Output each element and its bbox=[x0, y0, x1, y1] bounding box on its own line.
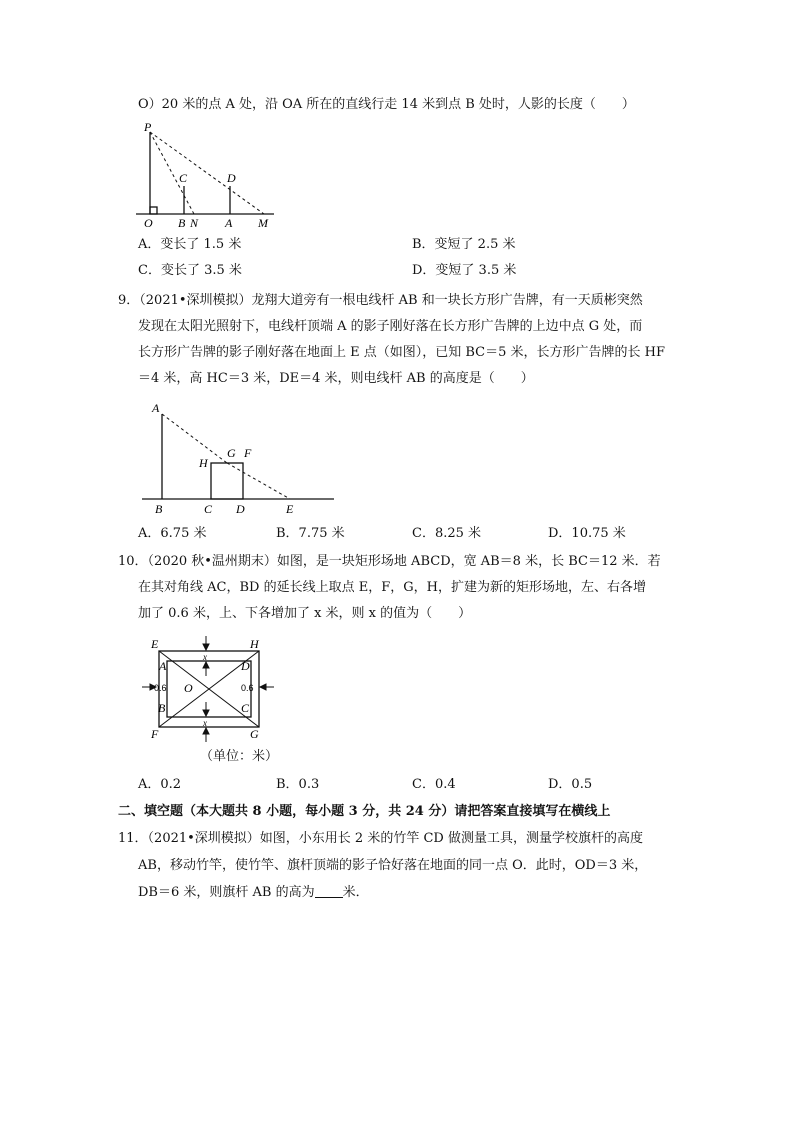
q11-text-line1: 11．（2021•深圳模拟）如图，小东用长 2 米的竹竿 CD 做测量工具，测量学校旗杆的高度 bbox=[118, 831, 643, 846]
q10-option-d: D．0.5 bbox=[548, 777, 593, 792]
q8-label-m: M bbox=[258, 216, 268, 230]
q10-unit-caption: （单位：米） bbox=[200, 749, 279, 764]
section-2-heading: 二、填空题（本大题共 8 小题，每小题 3 分，共 24 分）请把答案直接填写在横线上 bbox=[118, 804, 611, 819]
q10-label-a: A bbox=[159, 659, 167, 673]
q9-label-e: E bbox=[286, 502, 294, 516]
q10-label-b: B bbox=[158, 701, 166, 715]
q10-text-line3: 加了 0.6 米，上、下各增加了 x 米，则 x 的值为（ ） bbox=[138, 606, 472, 621]
q8-option-a: A．变长了 1.5 米 bbox=[138, 237, 242, 252]
q9-option-a: A．6.75 米 bbox=[138, 526, 207, 541]
q10-option-a: A．0.2 bbox=[138, 777, 182, 792]
q9-option-c: C．8.25 米 bbox=[412, 526, 482, 541]
q9-label-f: F bbox=[244, 446, 252, 460]
q8-text-line1: O）20 米的点 A 处，沿 OA 所在的直线行走 14 米到点 B 处时，人影的长度（ ） bbox=[138, 97, 635, 112]
q9-figure bbox=[140, 398, 340, 518]
q10-option-c: C．0.4 bbox=[412, 777, 456, 792]
q10-label-06-right: 0.6 bbox=[241, 683, 254, 693]
q8-label-c: C bbox=[179, 171, 188, 185]
q10-label-e: E bbox=[151, 637, 159, 651]
q9-billboard bbox=[211, 463, 243, 499]
q9-label-c: C bbox=[204, 502, 213, 516]
q9-label-g: G bbox=[227, 446, 236, 460]
q11-text-line2: AB，移动竹竿，使竹竿、旗杆顶端的影子恰好落在地面的同一点 O．此时，OD＝3 米， bbox=[138, 858, 648, 873]
q9-text-line2: 发现在太阳光照射下，电线杆顶端 A 的影子刚好落在长方形广告牌的上边中点 G 处，而 bbox=[138, 319, 643, 334]
q10-option-b: B．0.3 bbox=[276, 777, 320, 792]
q10-label-x-top: x bbox=[203, 652, 207, 662]
q8-label-a: A bbox=[225, 216, 233, 230]
q11-text-line3 bbox=[138, 884, 369, 902]
q8-option-d: D．变短了 3.5 米 bbox=[412, 263, 517, 278]
q8-figure bbox=[136, 118, 286, 233]
q9-label-d: D bbox=[236, 502, 245, 516]
q8-label-p: P bbox=[144, 120, 152, 134]
q10-label-h: H bbox=[250, 637, 259, 651]
q8-label-b: B bbox=[178, 216, 186, 230]
q9-option-d: D．10.75 米 bbox=[548, 526, 626, 541]
q11-text-line3-end: 米． bbox=[342, 885, 369, 900]
q10-label-o: O bbox=[184, 681, 193, 695]
q9-label-a: A bbox=[152, 401, 160, 415]
q9-text-line3: 长方形广告牌的影子刚好落在地面上 E 点（如图），已知 BC＝5 米，长方形广告牌的长 HF bbox=[138, 345, 666, 360]
q10-text-line1: 10．（2020 秋•温州期末）如图，是一块矩形场地 ABCD，宽 AB＝8 米，长 BC＝12 米．若 bbox=[118, 554, 661, 569]
q10-label-g: G bbox=[250, 727, 259, 741]
q10-label-f: F bbox=[151, 727, 159, 741]
q9-label-b: B bbox=[155, 502, 163, 516]
q11-answer-blank[interactable] bbox=[315, 884, 343, 898]
q11-text-line3-start: DB＝6 米，则旗杆 AB 的高为 bbox=[138, 885, 315, 900]
q10-label-d: D bbox=[241, 659, 250, 673]
q9-text-line1: 9．（2021•深圳模拟）龙翔大道旁有一根电线杆 AB 和一块长方形广告牌，有一天质彬突然 bbox=[118, 293, 643, 308]
q8-label-o: O bbox=[144, 216, 153, 230]
q10-label-06-left: 0.6 bbox=[154, 683, 167, 693]
q10-label-x-bottom: x bbox=[203, 718, 207, 728]
q8-label-d: D bbox=[227, 171, 236, 185]
q8-option-b: B．变短了 2.5 米 bbox=[412, 237, 516, 252]
q9-label-h: H bbox=[199, 456, 208, 470]
q8-label-n: N bbox=[190, 216, 199, 230]
q9-option-b: B．7.75 米 bbox=[276, 526, 345, 541]
q9-text-line4: ＝4 米，高 HC＝3 米，DE＝4 米，则电线杆 AB 的高度是（ ） bbox=[138, 371, 534, 386]
q10-text-line2: 在其对角线 AC，BD 的延长线上取点 E，F，G，H，扩建为新的矩形场地，左、右各增 bbox=[138, 580, 646, 595]
q8-option-c: C．变长了 3.5 米 bbox=[138, 263, 242, 278]
q8-right-angle bbox=[150, 207, 157, 214]
q10-label-c: C bbox=[241, 701, 250, 715]
